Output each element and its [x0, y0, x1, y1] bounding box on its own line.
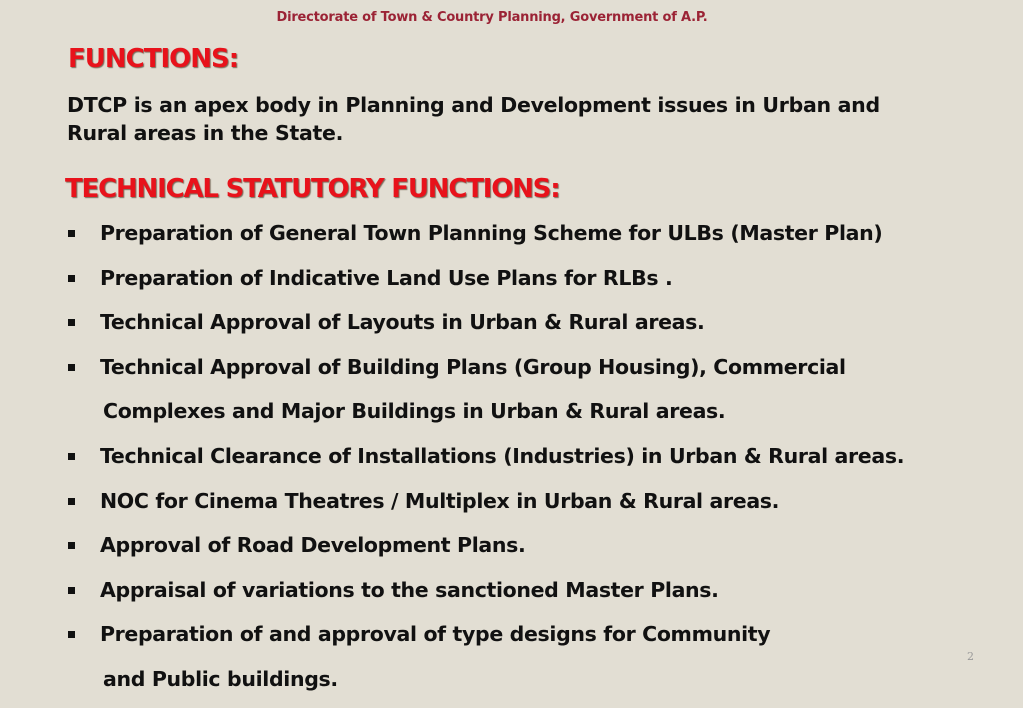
square-bullet-icon [68, 275, 75, 282]
list-item [66, 256, 1016, 301]
list-item-text: NOC for Cinema Theatres / Multiplex in Urban & Rural areas. [100, 488, 780, 513]
slide-header: Directorate of Town & Country Planning, Government of A.P. [276, 10, 708, 25]
technical-functions-heading: TECHNICAL STATUTORY FUNCTIONS: [65, 174, 560, 204]
list-item-text: Technical Approval of Layouts in Urban & Rural areas. [100, 310, 705, 335]
list-item [66, 523, 1016, 568]
technical-functions-list [66, 211, 1016, 702]
list-item-text: Preparation of Indicative Land Use Plans for RLBs . [100, 265, 673, 290]
functions-intro [67, 91, 997, 147]
square-bullet-icon [68, 587, 75, 594]
list-item-text: Technical Approval of Building Plans (Group Housing), Commercial [100, 354, 846, 379]
square-bullet-icon [68, 230, 75, 237]
functions-heading: FUNCTIONS: [68, 44, 239, 74]
list-item-text: Technical Clearance of Installations (Industries) in Urban & Rural areas. [100, 443, 905, 468]
list-item [66, 211, 1016, 256]
list-item [66, 479, 1016, 524]
square-bullet-icon [68, 319, 75, 326]
list-item [66, 434, 1016, 479]
page-number: 2 [967, 650, 974, 663]
list-item-continuation: Complexes and Major Buildings in Urban & Rural areas. [103, 399, 726, 424]
square-bullet-icon [68, 631, 75, 638]
list-item-continuation: and Public buildings. [103, 666, 338, 691]
list-item [66, 568, 1016, 613]
square-bullet-icon [68, 453, 75, 460]
list-item-text: Approval of Road Development Plans. [100, 533, 526, 558]
list-item-text: Preparation of and approval of type designs for Community [100, 622, 771, 647]
square-bullet-icon [68, 498, 75, 505]
list-item [66, 612, 1016, 701]
intro-line-2: Rural areas in the State. [67, 121, 344, 145]
list-item [66, 345, 1016, 434]
square-bullet-icon [68, 364, 75, 371]
list-item-text: Appraisal of variations to the sanctioned Master Plans. [100, 577, 719, 602]
list-item [66, 300, 1016, 345]
intro-line-1: DTCP is an apex body in Planning and Development issues in Urban and [67, 93, 880, 117]
list-item-text: Preparation of General Town Planning Scheme for ULBs (Master Plan) [100, 221, 883, 245]
square-bullet-icon [68, 542, 75, 549]
